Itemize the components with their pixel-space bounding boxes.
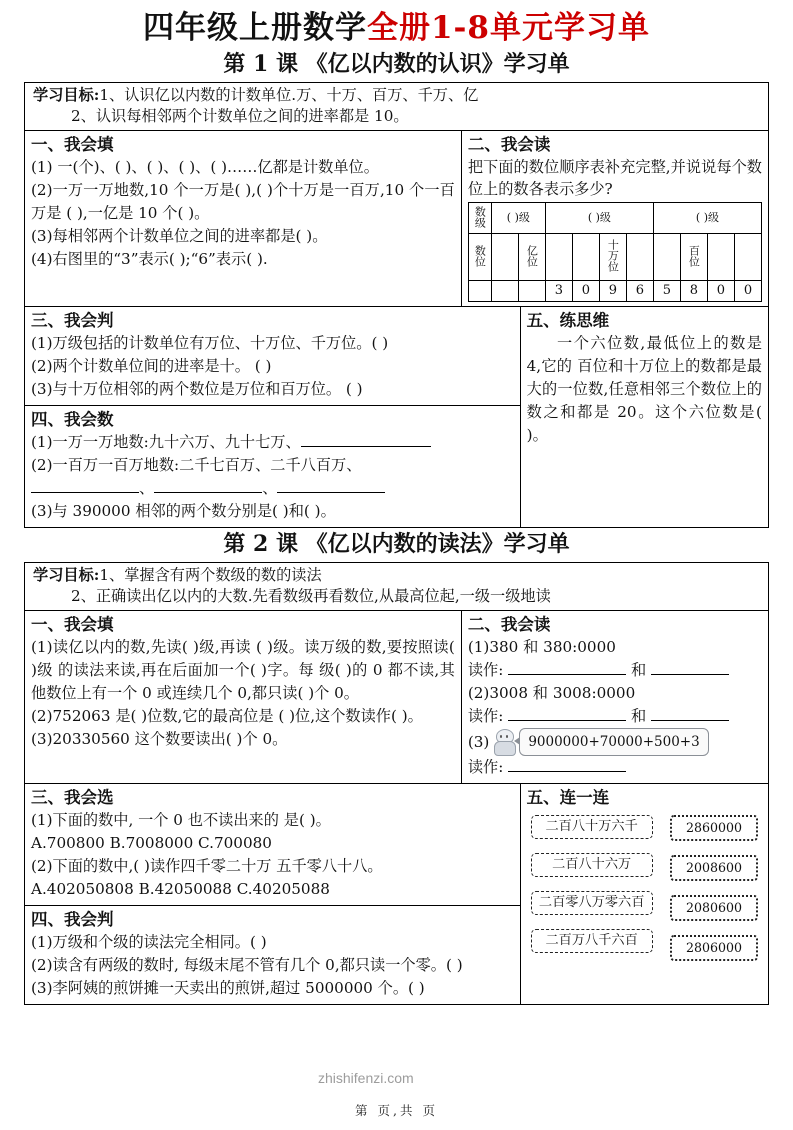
lesson1-left-stack: [25, 307, 520, 527]
lesson1-s3-q2: (2)两个计数单位间的进率是十。 ( ): [31, 357, 272, 375]
lesson1-goals-row: [25, 83, 768, 130]
lesson2-s4-q3: (3)李阿姨的煎饼摊一天卖出的煎饼,超过 5000000 个。( ): [31, 979, 425, 997]
lesson2-s2-read-3: [468, 756, 762, 779]
match-area: [527, 809, 762, 963]
cell-digit-3: 0: [572, 281, 599, 302]
lesson2-s3-q1: (1)下面的数中, 一个 0 也不读出来的 是( )。: [31, 811, 331, 829]
lesson1-section-fill: [25, 131, 461, 306]
lesson1-goal-1: 1、认识亿以内数的计数单位.万、十万、百万、千万、亿: [99, 86, 479, 104]
lesson2-goals: [25, 563, 768, 610]
lesson1-goal-2: 2、认识每相邻两个计数单位之间的进率都是 10。: [71, 107, 409, 125]
lesson2-s3-q2-options[interactable]: A.402050808 B.42050088 C.40205088: [31, 880, 330, 898]
lesson1-s1-q4: (4)右图里的“3”表示( );“6”表示( ).: [31, 250, 268, 268]
lesson1-s4-q2-text: (2)一百万一百万地数:二千七百万、二千八百万、: [31, 456, 362, 474]
lesson2-s2-q2: (2)3008 和 3008:0000: [467, 684, 636, 702]
lesson1-s4-head: 四、我会数: [31, 410, 114, 429]
lesson2-s2-read-1: [468, 659, 762, 682]
lesson2-section-choose: [25, 784, 520, 905]
lesson1-s4-q3: (3)与 390000 相邻的两个数分别是( )和( )。: [31, 502, 336, 520]
cell-digit-rowlabel: [468, 281, 491, 302]
answer-blank[interactable]: [31, 477, 139, 493]
lesson1-title: 第 1 课 《亿以内数的认识》学习单: [223, 51, 570, 77]
cell-row-label-position: 数位: [468, 234, 491, 281]
and-label: 和: [630, 661, 647, 679]
lesson1-row-1: [25, 130, 768, 306]
table-row-digits: [468, 281, 761, 302]
match-item-left[interactable]: 二百八十万六千: [531, 815, 653, 839]
cell-level-group-3: ( )级: [653, 203, 761, 234]
match-item-right[interactable]: 2008600: [670, 855, 758, 881]
page-title: [0, 8, 793, 48]
child-character-icon: [493, 729, 515, 755]
lesson2-s2-q1: (1)380 和 380:0000: [467, 638, 616, 656]
lesson1-s1-q3: (3)每相邻两个计数单位之间的进率都是( )。: [31, 227, 328, 245]
lesson1-s1-head: 一、我会填: [31, 135, 114, 154]
match-item-right[interactable]: 2860000: [670, 815, 758, 841]
lesson1-s3-q3: (3)与十万位相邻的两个数位是万位和百万位。 ( ): [31, 380, 363, 398]
and-label: 和: [630, 707, 647, 725]
lesson2-section-judge: [25, 905, 520, 1004]
lesson2-s2-head: 二、我会读: [467, 615, 551, 634]
lesson1-s2-prompt: 把下面的数位顺序表补充完整,并说说每个数位上的数各表示多少?: [467, 158, 762, 198]
lesson1-s4-q2-blanks: 、 、: [31, 477, 514, 500]
lesson2-left-stack: [25, 784, 520, 1004]
answer-blank[interactable]: [508, 659, 626, 675]
lesson2-s5-head: 五、连一连: [526, 788, 610, 807]
answer-blank[interactable]: [508, 756, 626, 772]
lesson1-s4-q1: [31, 431, 514, 454]
answer-blank[interactable]: [651, 705, 729, 721]
lesson2-row-1: [25, 610, 768, 783]
lesson2-s1-q1: (1)读亿以内的数,先读( )级,再读 ( )级。读万级的数,要按照读( )级 的读法来读,再在后面加一个( )字。每 级( )的 0 都不读,其他数位上有一个 0 或连续几个 0,都只读( )个 0。: [31, 638, 455, 702]
lesson2-goal-label: 学习目标:: [33, 566, 100, 584]
cell-position-6: [653, 234, 680, 281]
answer-blank[interactable]: [277, 477, 385, 493]
worksheet-page: [0, 8, 793, 1130]
cell-position-9: [734, 234, 761, 281]
lesson2-goal-1: 1、掌握含有两个数级的数的读法: [99, 566, 322, 584]
cell-level-group-1: ( )级: [491, 203, 545, 234]
lesson2-s4-q2: (2)读含有两级的数时, 每级末尾不管有几个 0,都只读一个零。( ): [31, 956, 463, 974]
lesson1-s3-q1: (1)万级包括的计数单位有万位、十万位、千万位。( ): [31, 334, 389, 352]
match-right-column: [670, 815, 758, 961]
speech-bubble: 9000000+70000+500+3: [519, 728, 708, 756]
cell-digit-7: 8: [680, 281, 707, 302]
read-label: 读作:: [467, 661, 504, 679]
answer-blank[interactable]: [651, 659, 729, 675]
match-item-right[interactable]: 2806000: [670, 935, 758, 961]
table-row-positions: [468, 234, 761, 281]
answer-blank[interactable]: [154, 477, 262, 493]
cell-digit-0: [491, 281, 518, 302]
table-row-levels: [468, 203, 761, 234]
lesson2-goals-row: [25, 563, 768, 610]
lesson1-s5-head: 五、练思维: [526, 311, 610, 330]
match-left-column: [531, 815, 653, 961]
page-title-red: 全册1-8单元学习单: [366, 10, 650, 46]
read-label: 读作:: [467, 758, 504, 776]
match-item-left[interactable]: 二百零八万零六百: [531, 891, 653, 915]
cell-position-0: [491, 234, 518, 281]
page-footer: 第 页,共 页: [355, 1103, 438, 1118]
answer-blank[interactable]: [508, 705, 626, 721]
lesson2-s4-head: 四、我会判: [31, 910, 114, 929]
cell-position-7: 百位: [680, 234, 707, 281]
lesson1-s4-q1-text: (1)一万一万地数:九十六万、九十七万、: [31, 433, 301, 451]
lesson2-section-match: [520, 784, 768, 1004]
match-item-left[interactable]: 二百万八千六百: [531, 929, 653, 953]
lesson1-s4-q2: [31, 454, 514, 477]
lesson2-s1-q2: (2)752063 是( )位数,它的最高位是 ( )位,这个数读作( )。: [31, 707, 423, 725]
lesson2-sheet: [24, 562, 769, 1005]
cell-level-group-2: ( )级: [545, 203, 653, 234]
page-title-black: 四年级上册数学: [142, 10, 367, 46]
lesson1-section-read: [461, 131, 768, 306]
lesson2-row-2: [25, 783, 768, 1004]
digit-position-table: [468, 202, 762, 302]
lesson1-section-judge: [25, 307, 520, 405]
lesson1-s1-q1: (1) 一(个)、( )、( )、( )、( )……亿都是计数单位。: [31, 158, 379, 176]
lesson2-s1-q3: (3)20330560 这个数要读出( )个 0。: [31, 730, 288, 748]
lesson1-s1-q2: (2)一万一万地数,10 个一万是( ),( )个十万是一百万,10 个一百万是 ( ),一亿是 10 个( )。: [31, 181, 455, 222]
cell-digit-5: 6: [626, 281, 653, 302]
cell-position-1: 亿位: [518, 234, 545, 281]
cell-position-3: [572, 234, 599, 281]
lesson1-goals: [25, 83, 768, 130]
lesson2-s1-head: 一、我会填: [31, 615, 114, 634]
lesson2-s3-head: 三、我会选: [31, 788, 114, 807]
lesson1-s2-head: 二、我会读: [467, 135, 551, 154]
cell-position-8: [707, 234, 734, 281]
cell-position-4: 十万位: [599, 234, 626, 281]
lesson2-s4-q1: (1)万级和个级的读法完全相同。( ): [31, 933, 267, 951]
lesson2-s2-q3: [468, 728, 762, 756]
lesson1-s3-head: 三、我会判: [31, 311, 114, 330]
answer-blank[interactable]: [301, 431, 431, 447]
lesson1-section-count: [25, 405, 520, 527]
cell-row-label-level: 数级: [468, 203, 491, 234]
cell-position-2: [545, 234, 572, 281]
cell-digit-1: [518, 281, 545, 302]
lesson1-goal-label: 学习目标:: [33, 86, 100, 104]
lesson2-s2-read-2: [468, 705, 762, 728]
cell-position-5: [626, 234, 653, 281]
lesson1-section-think: [520, 307, 768, 527]
lesson2-s3-q1-options[interactable]: A.700800 B.7008000 C.700080: [31, 834, 272, 852]
cell-digit-8: 0: [707, 281, 734, 302]
lesson2-title: 第 2 课 《亿以内数的读法》学习单: [223, 531, 570, 557]
lesson1-sheet: [24, 82, 769, 528]
watermark: zhishifenzi.com: [318, 1070, 414, 1086]
lesson2-section-fill: [25, 611, 461, 783]
match-item-right[interactable]: 2080600: [670, 895, 758, 921]
lesson2-s2-q3-number: (3): [467, 733, 490, 751]
lesson1-row-2: [25, 306, 768, 527]
cell-digit-6: 5: [653, 281, 680, 302]
lesson2-goal-2: 2、正确读出亿以内的大数.先看数级再看数位,从最高位起,一级一级地读: [71, 587, 551, 605]
lesson2-s3-q2: (2)下面的数中,( )读作四千零二十万 五千零八十八。: [31, 857, 383, 875]
lesson1-s5-text: 一个六位数,最低位上的数是 4,它的 百位和十万位上的数都是最大的一位数,任意相邻三个数位上的数之和都是 20。这个六位数是( )。: [526, 334, 762, 444]
read-label: 读作:: [467, 707, 504, 725]
lesson2-section-read: [461, 611, 768, 783]
cell-digit-4: 9: [599, 281, 626, 302]
match-item-left[interactable]: 二百八十六万: [531, 853, 653, 877]
cell-digit-2: 3: [545, 281, 572, 302]
cell-digit-9: 0: [734, 281, 761, 302]
